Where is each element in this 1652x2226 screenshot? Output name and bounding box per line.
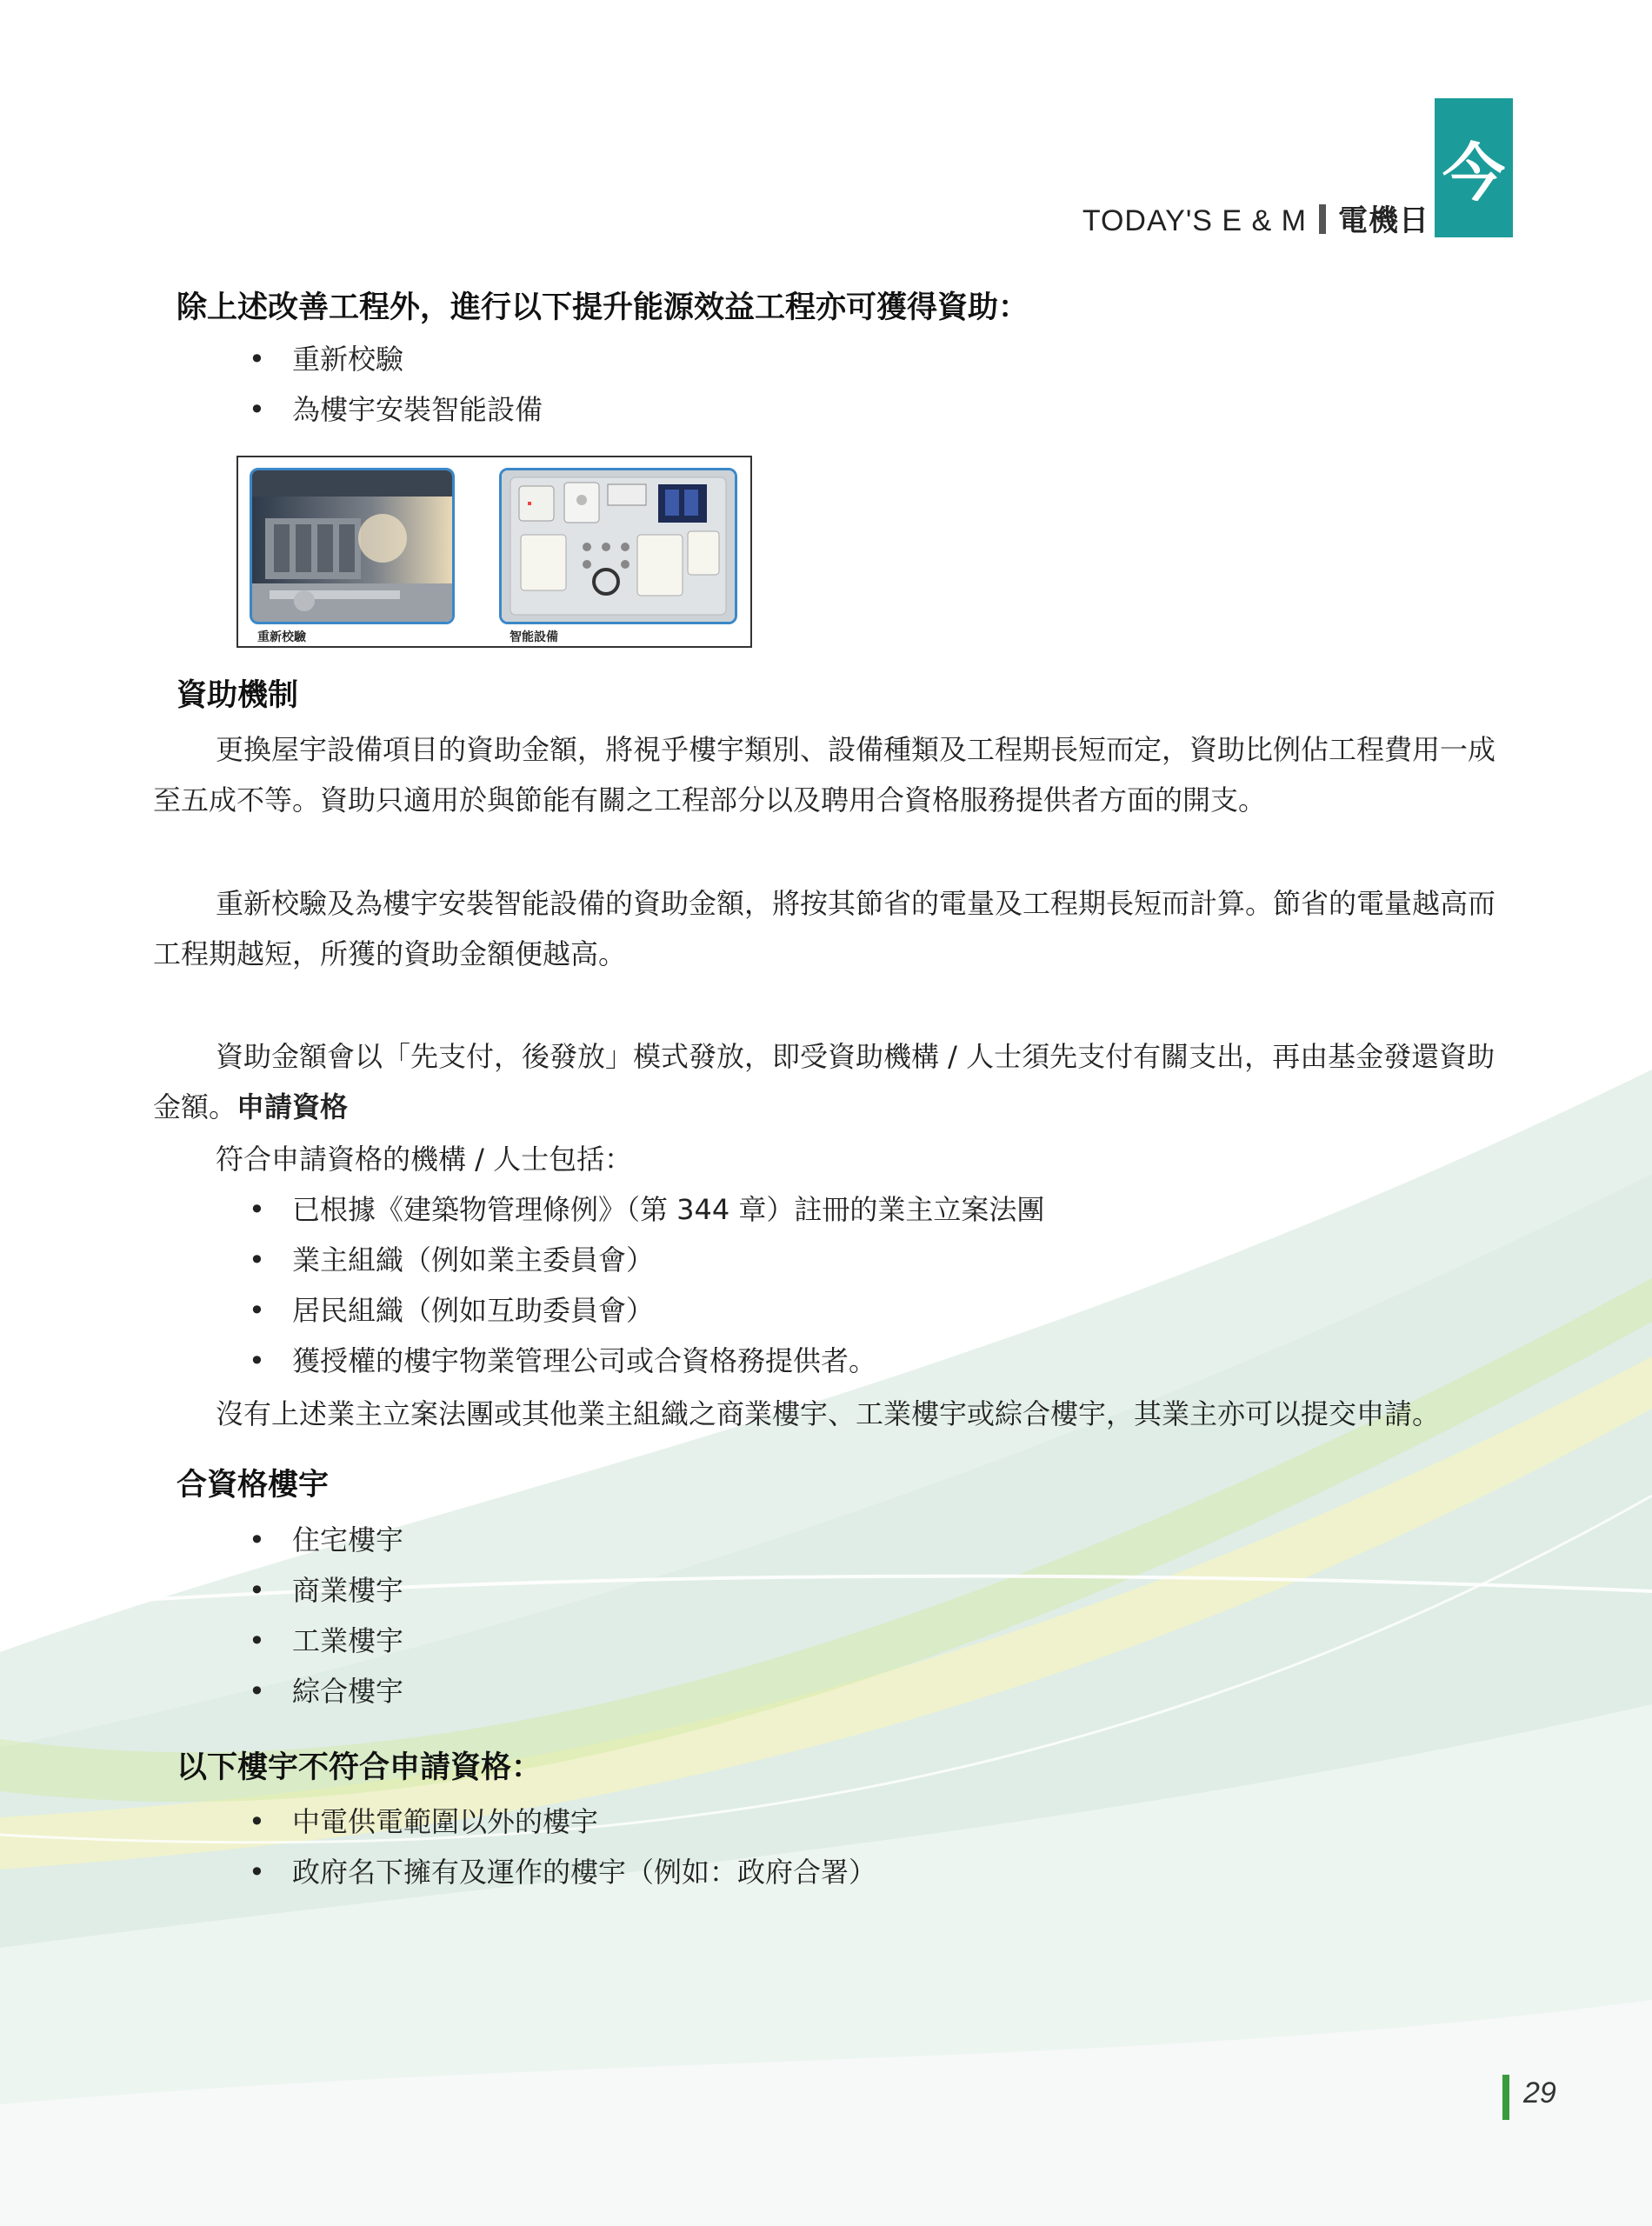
bullet-icon: • — [249, 1344, 265, 1377]
eligibility-lead: 符合申請資格的機構 / 人士包括： — [216, 1143, 633, 1176]
list-item: • 中電供電範圍以外的樓宇 — [292, 1796, 876, 1847]
list-item: • 住宅樓宇 — [292, 1515, 403, 1565]
bullet-icon: • — [249, 1624, 265, 1657]
bullet-icon: • — [249, 343, 265, 376]
bullet-icon: • — [249, 1243, 265, 1276]
list-item: • 重新校驗 — [292, 334, 543, 384]
photo-caption-left: 重新校驗 — [257, 630, 306, 644]
list-item: • 工業樓宇 — [292, 1616, 403, 1666]
funding-paragraph-2: 重新校驗及為樓宇安裝智能設備的資助金額，將按其節省的電量及工程期長短而計算。節省的電量越高而工程期越短，所獲的資助金額便越高。 — [153, 887, 1496, 970]
magazine-logo — [1435, 98, 1513, 237]
smart-device-photo — [499, 468, 737, 624]
qualified-list — [249, 1515, 404, 1716]
not-qualified-list — [249, 1796, 877, 1897]
page-number: 29 — [1523, 2076, 1556, 2109]
qualified-heading: 合資格樓宇 — [177, 1467, 330, 1503]
bullet-icon: • — [249, 393, 265, 426]
funding-heading: 資助機制 — [177, 677, 299, 713]
list-item: • 獲授權的樓宇物業管理公司或合資格務提供者。 — [292, 1336, 1044, 1386]
header-title-en: TODAY'S E & M — [1082, 204, 1307, 237]
list-item: • 政府名下擁有及運作的樓宇（例如：政府合署） — [292, 1847, 876, 1897]
list-item: • 綜合樓宇 — [292, 1666, 403, 1716]
list-item: • 商業樓宇 — [292, 1565, 403, 1616]
bullet-icon: • — [249, 1294, 265, 1327]
list-item: • 已根據《建築物管理條例》（第 344 章）註冊的業主立案法團 — [292, 1184, 1044, 1235]
funding-paragraph-1: 更換屋宇設備項目的資助金額，將視乎樓宇類別、設備種類及工程期長短而定，資助比例佔工程費用一成至五成不等。資助只適用於與節能有關之工程部分以及聘用合資格服務提供者方面的開支。 — [153, 733, 1496, 816]
bullet-icon: • — [249, 1523, 265, 1556]
intro-list — [249, 334, 543, 435]
eligibility-note: 沒有上述業主立案法團或其他業主組織之商業樓宇、工業樓宇或綜合樓宇，其業主亦可以提交申請。 — [216, 1397, 1441, 1430]
header-title-cn: 電機日 — [1338, 203, 1429, 238]
photo-caption-right: 智能設備 — [510, 630, 558, 644]
photo-figure — [236, 456, 752, 648]
funding-paragraph-3: 資助金額會以「先支付，後發放」模式發放，即受資助機構 / 人士須先支付有關支出，再由基金發還資助金額。申請資格 — [153, 1040, 1495, 1123]
magazine-header — [1082, 197, 1429, 239]
page-number-bar — [1502, 2075, 1509, 2120]
eligibility-heading: 申請資格 — [236, 1090, 349, 1123]
intro-heading: 除上述改善工程外，進行以下提升能源效益工程亦可獲得資助： — [177, 290, 1029, 325]
bullet-icon: • — [249, 1856, 265, 1889]
bullet-icon: • — [249, 1193, 265, 1226]
header-separator — [1319, 204, 1326, 234]
eligibility-list — [249, 1184, 1045, 1386]
logo-character: 今 — [1442, 137, 1505, 210]
bullet-icon: • — [249, 1675, 265, 1708]
list-item: • 居民組織（例如互助委員會） — [292, 1285, 1044, 1336]
list-item: • 為樓宇安裝智能設備 — [292, 384, 543, 435]
bullet-icon: • — [249, 1574, 265, 1607]
list-item: • 業主組織（例如業主委員會） — [292, 1235, 1044, 1285]
recommissioning-photo — [250, 468, 455, 624]
not-qualified-heading: 以下樓宇不符合申請資格： — [177, 1749, 543, 1785]
bullet-icon: • — [249, 1805, 265, 1838]
